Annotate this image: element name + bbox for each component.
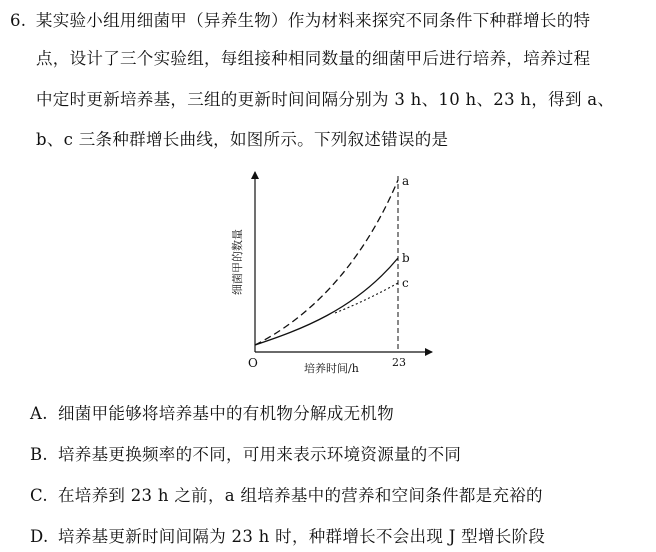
option-c-text: 在培养到 23 h 之前，a 组培养基中的营养和空间条件都是充裕的	[58, 486, 543, 505]
option-d-text: 培养基更新时间间隔为 23 h 时，种群增长不会出现 J 型增长阶段	[58, 527, 546, 546]
option-b-letter: B.	[30, 445, 48, 464]
question-stem-line-2: 点，设计了三个实验组，每组接种相同数量的细菌甲后进行培养，培养过程	[36, 49, 591, 68]
question-stem-line-3: 中定时更新培养基，三组的更新时间间隔分别为 3 h、10 h、23 h，得到 a、	[36, 90, 615, 109]
option-a[interactable]	[30, 400, 394, 424]
option-a-text: 细菌甲能够将培养基中的有机物分解成无机物	[58, 404, 394, 423]
option-d[interactable]	[30, 523, 545, 547]
question-line-1	[10, 7, 590, 31]
origin-label: O	[248, 356, 258, 370]
option-b[interactable]	[30, 441, 461, 465]
curve-c	[335, 283, 398, 313]
question-number: 6.	[10, 11, 27, 30]
y-axis-label: 细菌甲的数量	[231, 229, 244, 295]
curve-label-b: b	[402, 251, 410, 265]
question-stem-line-4: b、c 三条种群增长曲线，如图所示。下列叙述错误的是	[36, 130, 449, 149]
curve-label-c: c	[402, 276, 409, 290]
growth-curve-figure	[225, 165, 440, 380]
curve-b	[255, 258, 398, 345]
option-c[interactable]	[30, 482, 543, 506]
curve-label-a: a	[402, 174, 410, 188]
option-c-letter: C.	[30, 486, 48, 505]
question-stem-line-1: 某实验小组用细菌甲（异养生物）作为材料来探究不同条件下种群增长的特	[35, 11, 591, 30]
curve-a	[255, 180, 398, 345]
option-b-text: 培养基更换频率的不同，可用来表示环境资源量的不同	[58, 445, 462, 464]
x-axis-label: 培养时间/h	[304, 362, 359, 375]
option-d-letter: D.	[30, 527, 49, 546]
option-a-letter: A.	[30, 404, 48, 423]
x-tick-23: 23	[392, 356, 406, 369]
